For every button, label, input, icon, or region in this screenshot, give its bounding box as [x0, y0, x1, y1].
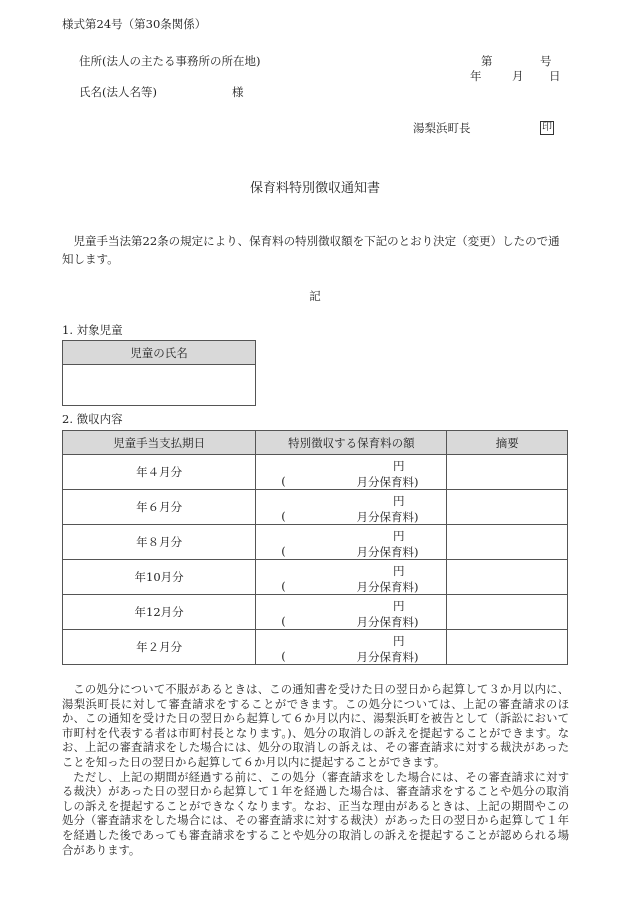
row-period: 年12月分	[63, 595, 256, 630]
address-label: 住所(法人の主たる事務所の所在地)	[79, 54, 261, 68]
table-row	[63, 595, 568, 630]
row-period: 年４月分	[63, 455, 256, 490]
appeal-notice	[62, 683, 569, 858]
ki-label: 記	[309, 289, 321, 303]
sama-label: 様	[232, 85, 244, 99]
name-label: 氏名(法人名等)	[79, 85, 157, 99]
collection-table	[62, 430, 568, 665]
paren-open: (	[281, 544, 286, 558]
notice-paragraph: この処分について不服があるときは、この通知書を受けた日の翌日から起算して３か月以内に、湯梨浜町長に対して審査請求をすることができます。この処分については、上記の審査請求のほか、この通知を受けた日の翌日から起算して６か月以内に、湯梨浜町を被告として（訴訟において市町村を代表する者は市町村長となります。)、処分の取消しの訴えを提起することができます。なお、上記の審査請求をした場合には、処分の取消しの訴えは、その審査請求に対する裁決があったことを知った日の翌日から起算して６か月以内に提起することができます。	[62, 683, 569, 769]
row-period: 年２月分	[63, 630, 256, 665]
remarks-cell	[447, 630, 568, 665]
remarks-cell	[447, 455, 568, 490]
date-year: 年	[470, 69, 482, 83]
target-child-table	[62, 340, 256, 406]
table-row	[63, 630, 568, 665]
paren-open: (	[281, 579, 286, 593]
remarks-cell	[447, 595, 568, 630]
col-payment-date: 児童手当支払期日	[63, 431, 256, 455]
amount-cell	[256, 630, 447, 665]
child-name-cell	[63, 365, 256, 406]
amount-cell	[256, 595, 447, 630]
seal-text: 印	[542, 122, 552, 133]
amount-cell	[256, 490, 447, 525]
date-month: 月	[512, 69, 524, 83]
table-row	[63, 525, 568, 560]
section1-heading: 1. 対象児童	[62, 323, 123, 337]
month-fee-label: 月分保育料)	[356, 580, 419, 594]
amount-cell	[256, 560, 447, 595]
seal-mark	[540, 119, 554, 135]
table-row	[63, 490, 568, 525]
table-header-row	[63, 431, 568, 455]
form-number: 様式第24号（第30条関係）	[62, 17, 207, 31]
row-period: 年10月分	[63, 560, 256, 595]
col-remarks: 摘要	[447, 431, 568, 455]
paren-open: (	[281, 474, 286, 488]
remarks-cell	[447, 525, 568, 560]
month-fee-label: 月分保育料)	[356, 650, 419, 664]
child-name-header: 児童の氏名	[63, 341, 256, 365]
date-day: 日	[549, 69, 561, 83]
notice-paragraph: ただし、上記の期間が経過する前に、この処分（審査請求をした場合には、その審査請求に対する裁決）があった日の翌日から起算して１年を経過した場合は、審査請求をすることや処分の取消しの訴えを提起することができなくなります。なお、正当な理由があるときは、上記の期間やこの処分（審査請求をした場合には、その審査請求に対する裁決）があった日の翌日から起算して１年を経過した後であっても審査請求をすることや処分の取消しの訴えを提起することが認められる場合があります。	[62, 770, 569, 857]
month-fee-label: 月分保育料)	[356, 510, 419, 524]
remarks-cell	[447, 490, 568, 525]
paren-open: (	[281, 614, 286, 628]
issuer-name: 湯梨浜町長	[413, 121, 471, 135]
amount-cell	[256, 525, 447, 560]
month-fee-label: 月分保育料)	[356, 615, 419, 629]
yen-label: 円	[392, 599, 405, 613]
number-go: 号	[540, 54, 552, 68]
month-fee-label: 月分保育料)	[356, 475, 419, 489]
row-period: 年６月分	[63, 490, 256, 525]
table-row	[63, 560, 568, 595]
amount-cell	[256, 455, 447, 490]
document-title: 保育料特別徴収通知書	[249, 181, 380, 196]
yen-label: 円	[392, 564, 405, 578]
yen-label: 円	[392, 634, 405, 648]
table-row	[63, 455, 568, 490]
remarks-cell	[447, 560, 568, 595]
row-period: 年８月分	[63, 525, 256, 560]
yen-label: 円	[392, 529, 405, 543]
number-dai: 第	[481, 54, 493, 68]
paren-open: (	[281, 509, 286, 523]
yen-label: 円	[392, 459, 405, 473]
section2-heading: 2. 徴収内容	[62, 412, 123, 426]
intro-text: 児童手当法第22条の規定により、保育料の特別徴収額を下記のとおり決定（変更）したので通知します。	[62, 234, 560, 266]
yen-label: 円	[392, 494, 405, 508]
month-fee-label: 月分保育料)	[356, 545, 419, 559]
col-amount: 特別徴収する保育料の額	[256, 431, 447, 455]
paren-open: (	[281, 649, 286, 663]
